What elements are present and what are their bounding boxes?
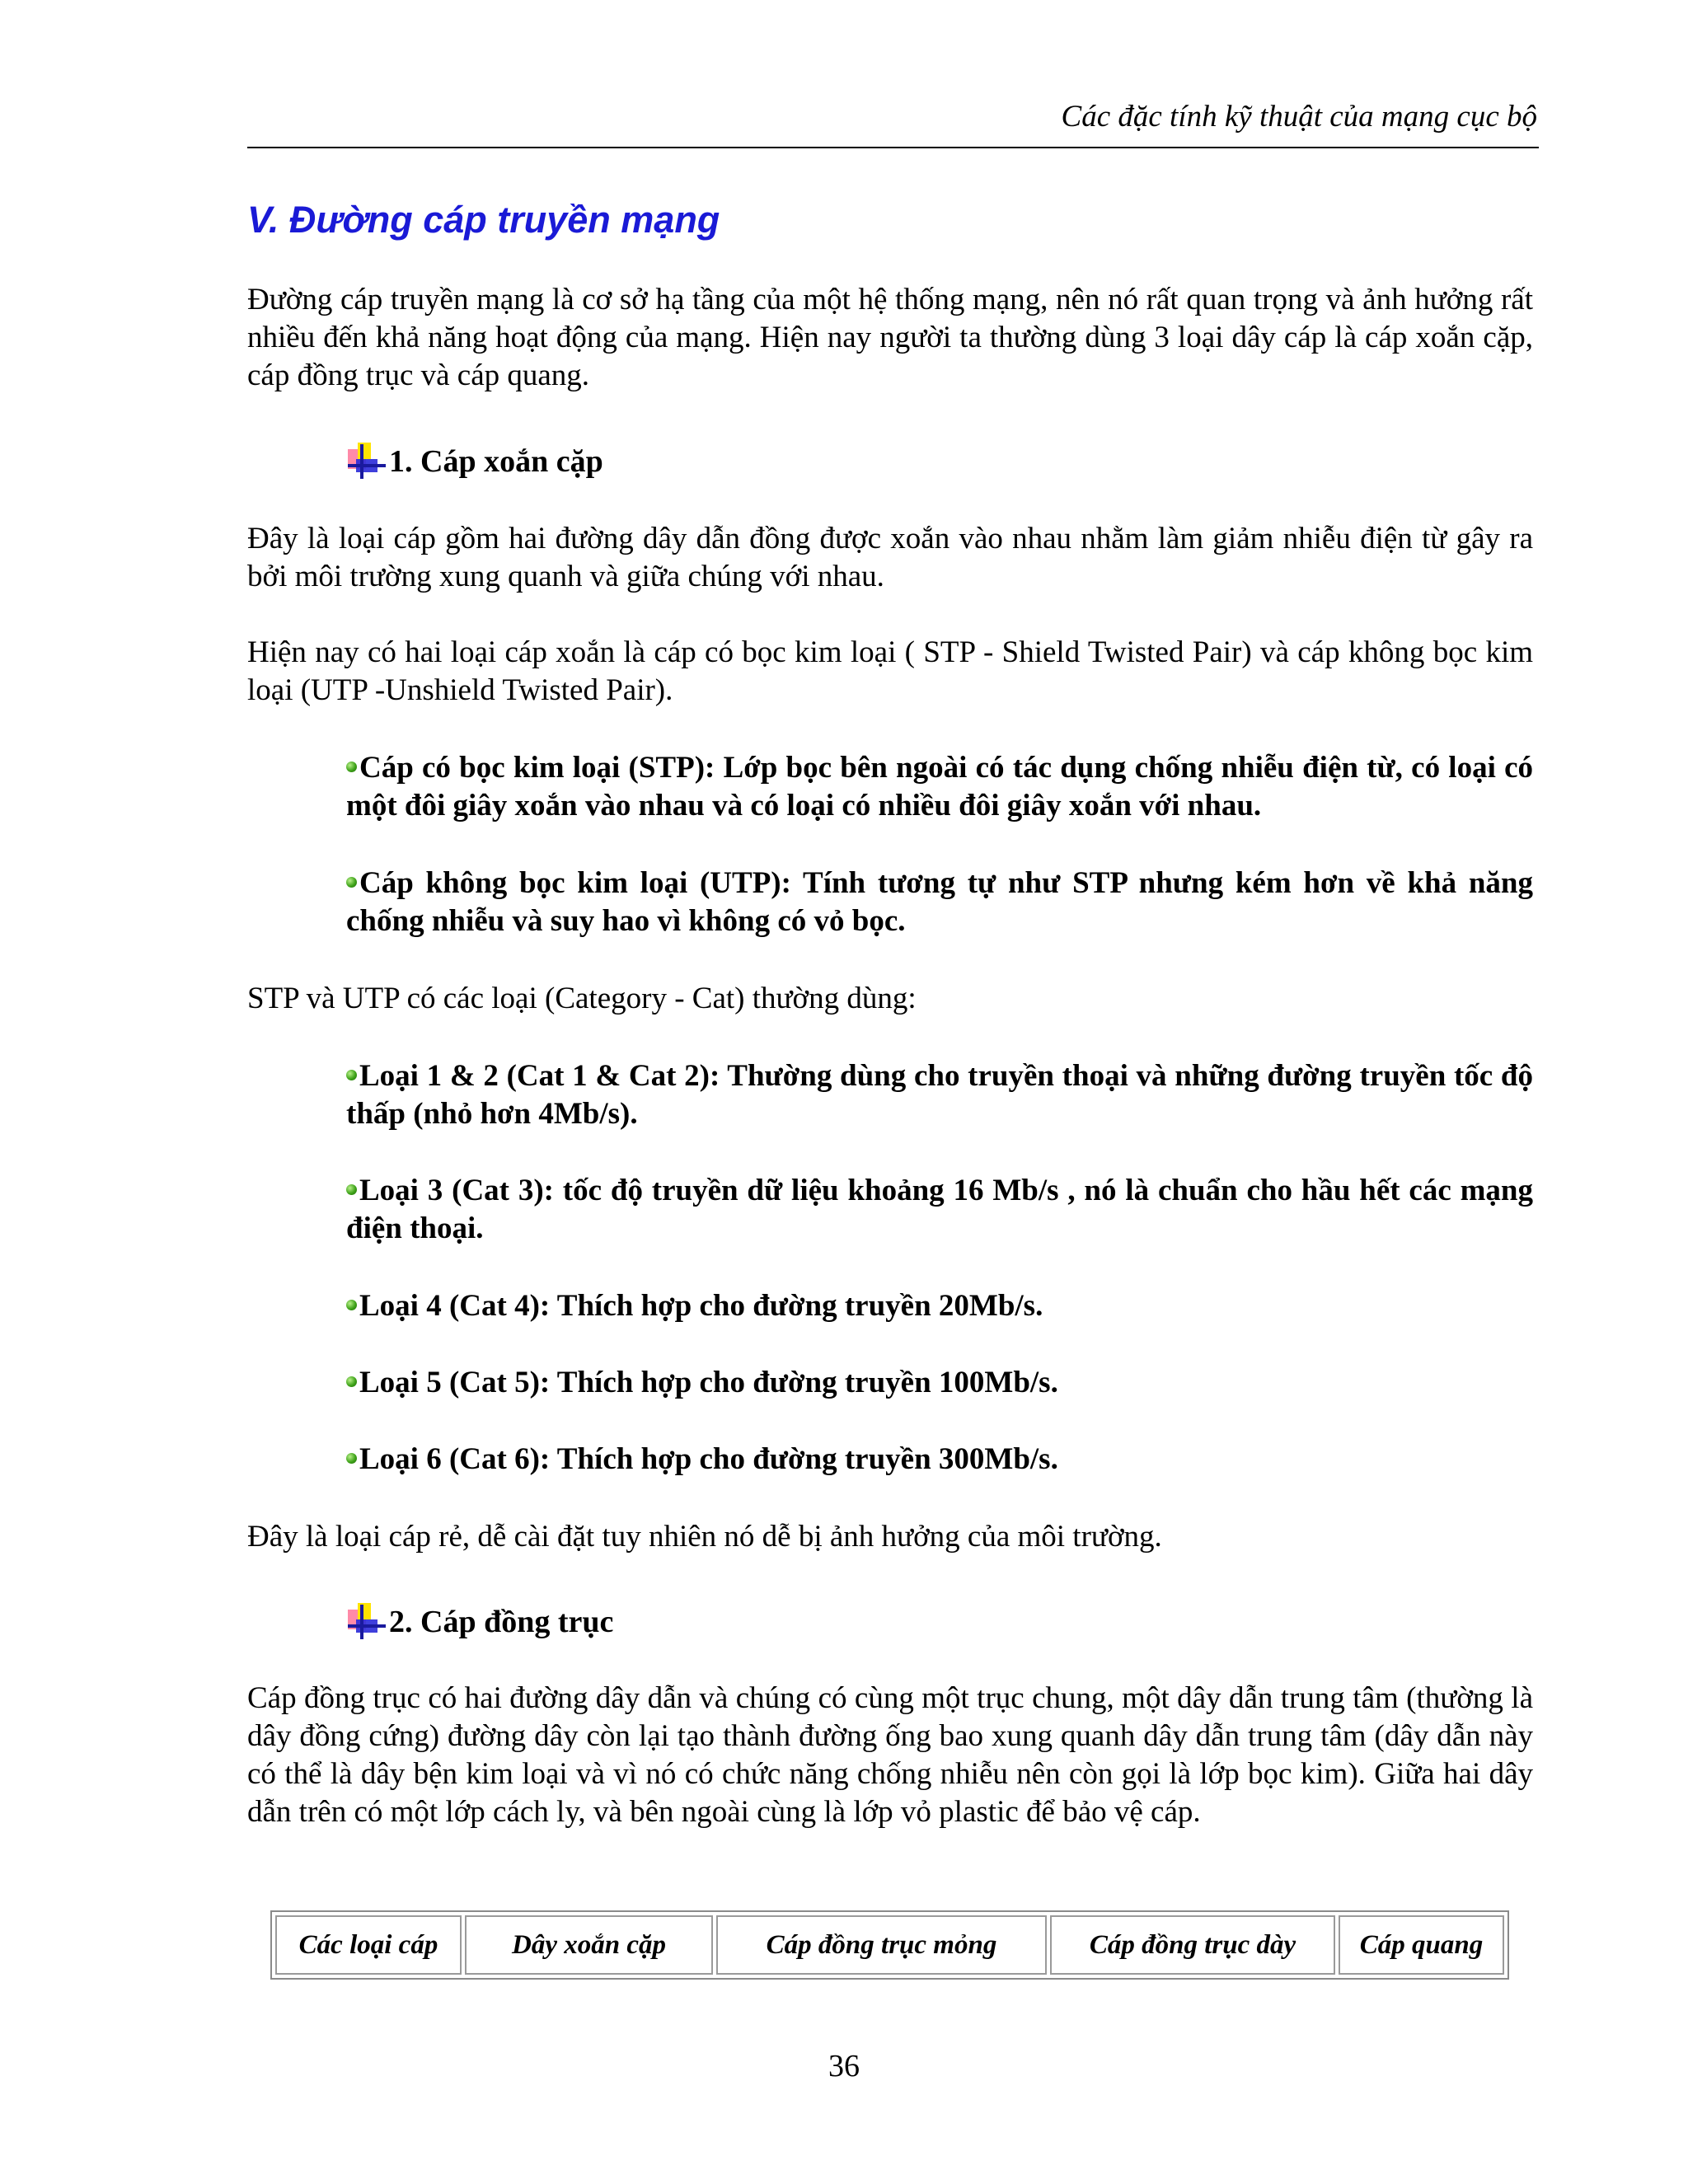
- running-header: Các đặc tính kỹ thuật của mạng cục bộ: [1061, 100, 1537, 134]
- page-number: 36: [828, 2049, 860, 2083]
- twisted-pair-heading-text: 1. Cáp xoắn cặp: [389, 444, 603, 479]
- list-item: Cáp có bọc kim loại (STP): Lớp bọc bên ngoài có tác dụng chống nhiễu điện từ, có loại có một đôi giây xoắn vào nhau và có loại có nhiều đôi giây xoắn với nhau.: [346, 751, 1533, 823]
- twisted-pair-paragraph-1: Đây là loại cáp gồm hai đường dây dẫn đồng được xoắn vào nhau nhằm làm giảm nhiễu điện từ gây ra bởi môi trường xung quanh và giữa chúng với nhau.: [247, 522, 1533, 593]
- green-dot-icon: [346, 1453, 357, 1464]
- twisted-pair-paragraph-2: Hiện nay có hai loại cáp xoắn là cáp có bọc kim loại ( STP - Shield Twisted Pair) và cáp không bọc kim loại (UTP -Unshield Twisted Pair).: [247, 635, 1533, 707]
- coaxial-heading: [346, 1601, 613, 1643]
- plus-square-icon: [346, 1601, 387, 1643]
- twisted-pair-heading: [346, 440, 603, 483]
- list-item: Cáp không bọc kim loại (UTP): Tính tương tự như STP nhưng kém hơn về khả năng chống nhiễu và suy hao vì không có vỏ bọc.: [346, 866, 1533, 938]
- table-header-row: [275, 1915, 1504, 1975]
- list-item: Loại 6 (Cat 6): Thích hợp cho đường truyền 300Mb/s.: [346, 1441, 1533, 1479]
- green-dot-icon: [346, 1070, 357, 1080]
- plus-square-icon: [346, 441, 387, 482]
- table-header-cell: Cáp đồng trục dày: [1050, 1915, 1335, 1975]
- green-dot-icon: [346, 877, 357, 888]
- list-item: Loại 5 (Cat 5): Thích hợp cho đường truyền 100Mb/s.: [346, 1364, 1533, 1402]
- header-rule: [247, 147, 1539, 148]
- coaxial-paragraph: Cáp đồng trục có hai đường dây dẫn và chúng có cùng một trục chung, một dây dẫn trung tâm (thường là dây đồng cứng) đường dây còn lại tạo thành đường ống bao xung quanh dây dẫn trung tâm (dây dẫn này có thể là dây bện kim loại và vì nó có chức năng chống nhiễu nên còn gọi là lớp bọc kim). Giữa hai dây dẫn trên có một lớp cách ly, và bên ngoài cùng là lớp vỏ plastic để bảo vệ cáp.: [247, 1681, 1533, 1829]
- list-item: Loại 3 (Cat 3): tốc độ truyền dữ liệu khoảng 16 Mb/s , nó là chuẩn cho hầu hết các mạng điện thoại.: [346, 1174, 1533, 1245]
- table-header-cell: Cáp quang: [1339, 1915, 1504, 1975]
- twisted-pair-conclusion: Đây là loại cáp rẻ, dễ cài đặt tuy nhiên nó dễ bị ảnh hưởng của môi trường.: [247, 1520, 1162, 1554]
- categories-intro: STP và UTP có các loại (Category - Cat) thường dùng:: [247, 982, 917, 1015]
- cable-types-table: [270, 1910, 1509, 1980]
- green-dot-icon: [346, 1184, 357, 1195]
- intro-paragraph: Đường cáp truyền mạng là cơ sở hạ tầng của một hệ thống mạng, nên nó rất quan trọng và ảnh hưởng rất nhiều đến khả năng hoạt động của mạng. Hiện nay người ta thường dùng 3 loại dây cáp là cáp xoắn cặp, cáp đồng trục và cáp quang.: [247, 283, 1533, 392]
- table-header-cell: Các loại cáp: [275, 1915, 462, 1975]
- table-header-cell: Dây xoắn cặp: [465, 1915, 713, 1975]
- green-dot-icon: [346, 1376, 357, 1387]
- section-title: V. Đường cáp truyền mạng: [247, 199, 720, 241]
- coaxial-heading-text: 2. Cáp đồng trục: [389, 1605, 614, 1639]
- green-dot-icon: [346, 1300, 357, 1310]
- list-item: Loại 4 (Cat 4): Thích hợp cho đường truyền 20Mb/s.: [346, 1287, 1533, 1325]
- table-header-cell: Cáp đồng trục mỏng: [716, 1915, 1047, 1975]
- green-dot-icon: [346, 762, 357, 772]
- list-item: Loại 1 & 2 (Cat 1 & Cat 2): Thường dùng cho truyền thoại và những đường truyền tốc độ thấp (nhỏ hơn 4Mb/s).: [346, 1059, 1533, 1131]
